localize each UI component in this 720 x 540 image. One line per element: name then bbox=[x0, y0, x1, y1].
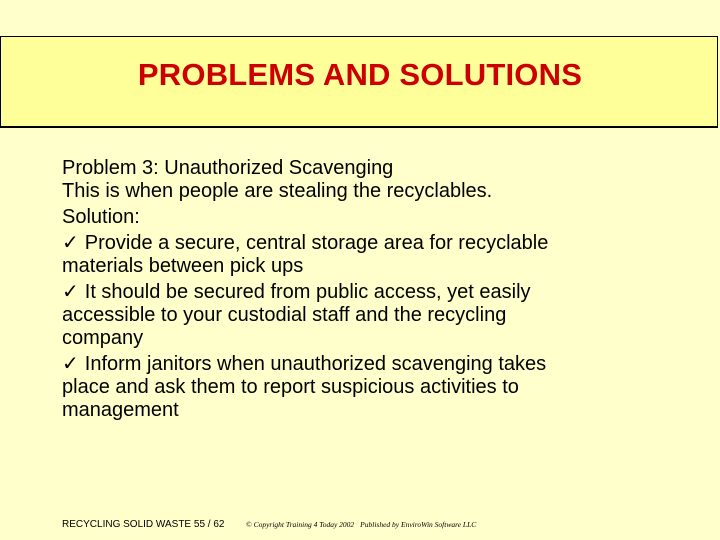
solution-3-line-3: management bbox=[62, 399, 179, 421]
solution-2-line-2: accessible to your custodial staff and the recycling bbox=[62, 304, 507, 326]
solution-3-line-1: Inform janitors when unauthorized scavenging takes bbox=[84, 353, 547, 375]
problem-heading: Problem 3: Unauthorized Scavenging bbox=[62, 157, 394, 179]
check-icon: ✓ bbox=[62, 232, 79, 254]
footer-page-number: 55 / 62 bbox=[193, 519, 225, 530]
solution-1-line-1: Provide a secure, central storage area for recyclable bbox=[84, 232, 549, 254]
solution-item bbox=[62, 281, 662, 350]
slide-body bbox=[62, 157, 662, 422]
footer-credits bbox=[246, 519, 476, 531]
footer-course bbox=[62, 519, 224, 531]
slide-title: PROBLEMS AND SOLUTIONS bbox=[137, 57, 583, 92]
solution-item bbox=[62, 232, 662, 278]
footer-publisher: Published by EnviroWin Software LLC bbox=[360, 520, 477, 529]
check-icon: ✓ bbox=[62, 281, 79, 303]
footer-copyright: © Copyright Training 4 Today 2002 bbox=[246, 520, 355, 529]
check-icon: ✓ bbox=[62, 353, 79, 375]
solution-3-line-2: place and ask them to report suspicious activities to bbox=[62, 376, 519, 398]
solution-item bbox=[62, 353, 662, 422]
problem-description: This is when people are stealing the recyclables. bbox=[62, 180, 493, 202]
solution-2-line-3: company bbox=[62, 327, 144, 349]
solution-1-line-2: materials between pick ups bbox=[62, 255, 304, 277]
solution-heading: Solution: bbox=[62, 206, 140, 228]
solution-2-line-1: It should be secured from public access, yet easily bbox=[84, 281, 531, 303]
footer-course-title: RECYCLING SOLID WASTE bbox=[62, 519, 192, 530]
